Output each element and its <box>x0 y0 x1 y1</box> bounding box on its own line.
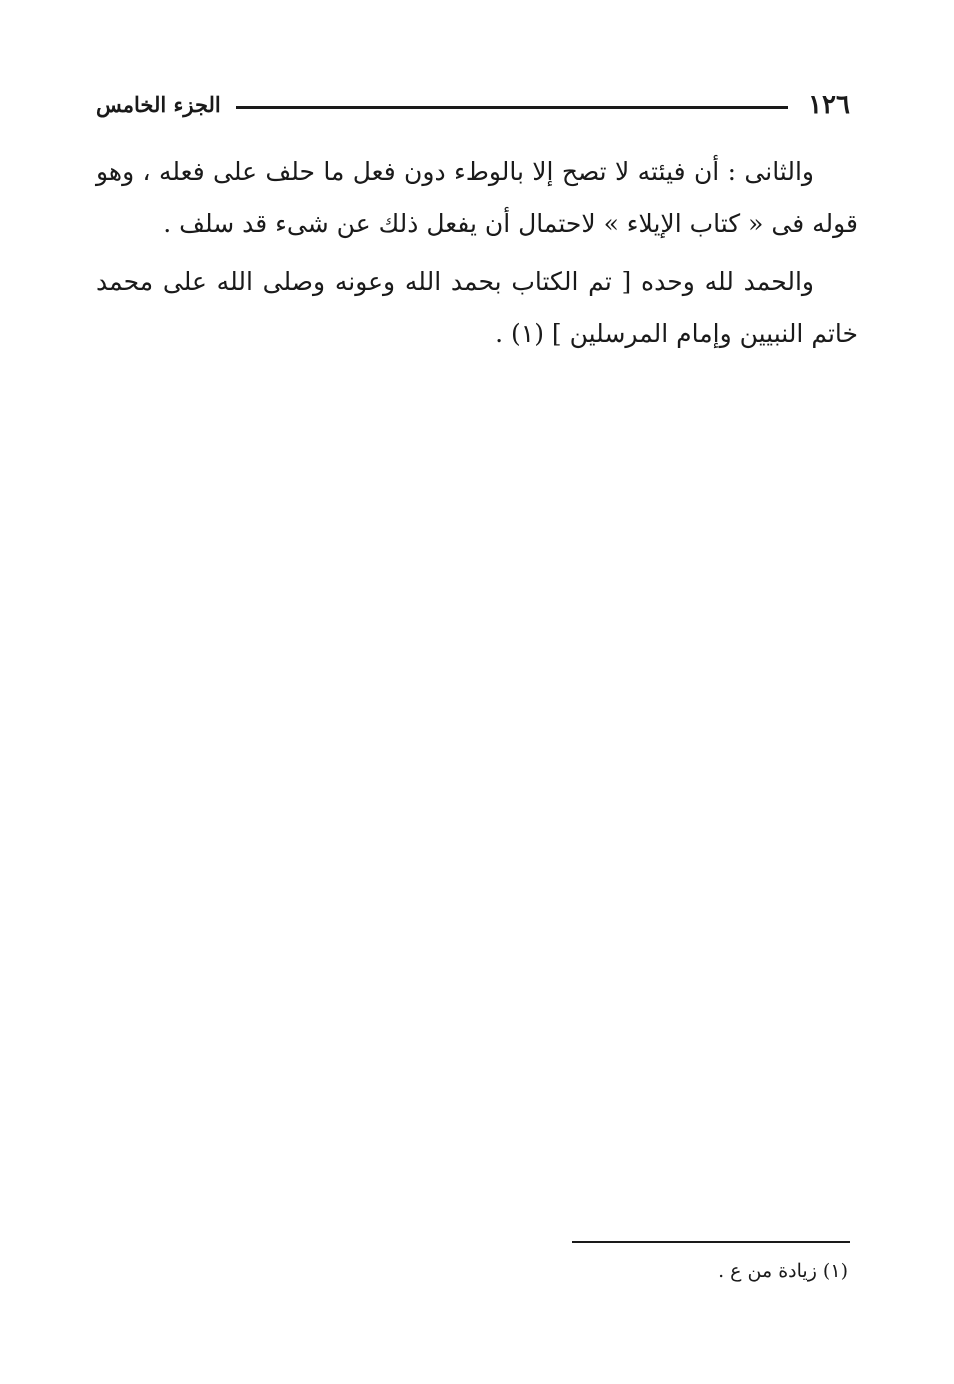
paragraph: والحمد لله وحده [ تم الكتاب بحمد الله وعونه وصلى الله على محمد خاتم النبيين وإمام المرسلين ] (١) . <box>96 267 858 348</box>
running-title: الجزء الخامس <box>96 92 221 117</box>
main-text <box>96 146 858 366</box>
page-number: ١٢٦ <box>808 90 850 120</box>
footnote: (١) زيادة من ع . <box>718 1260 848 1282</box>
paragraph: والثانى : أن فيئته لا تصح إلا بالوطء دون فعل ما حلف على فعله ، وهو قوله فى « كتاب الإيلاء » لاحتمال أن يفعل ذلك عن شىء قد سلف . <box>96 157 858 238</box>
footnote-separator <box>572 1241 850 1243</box>
header-rule <box>236 106 788 109</box>
page-header <box>96 86 856 126</box>
